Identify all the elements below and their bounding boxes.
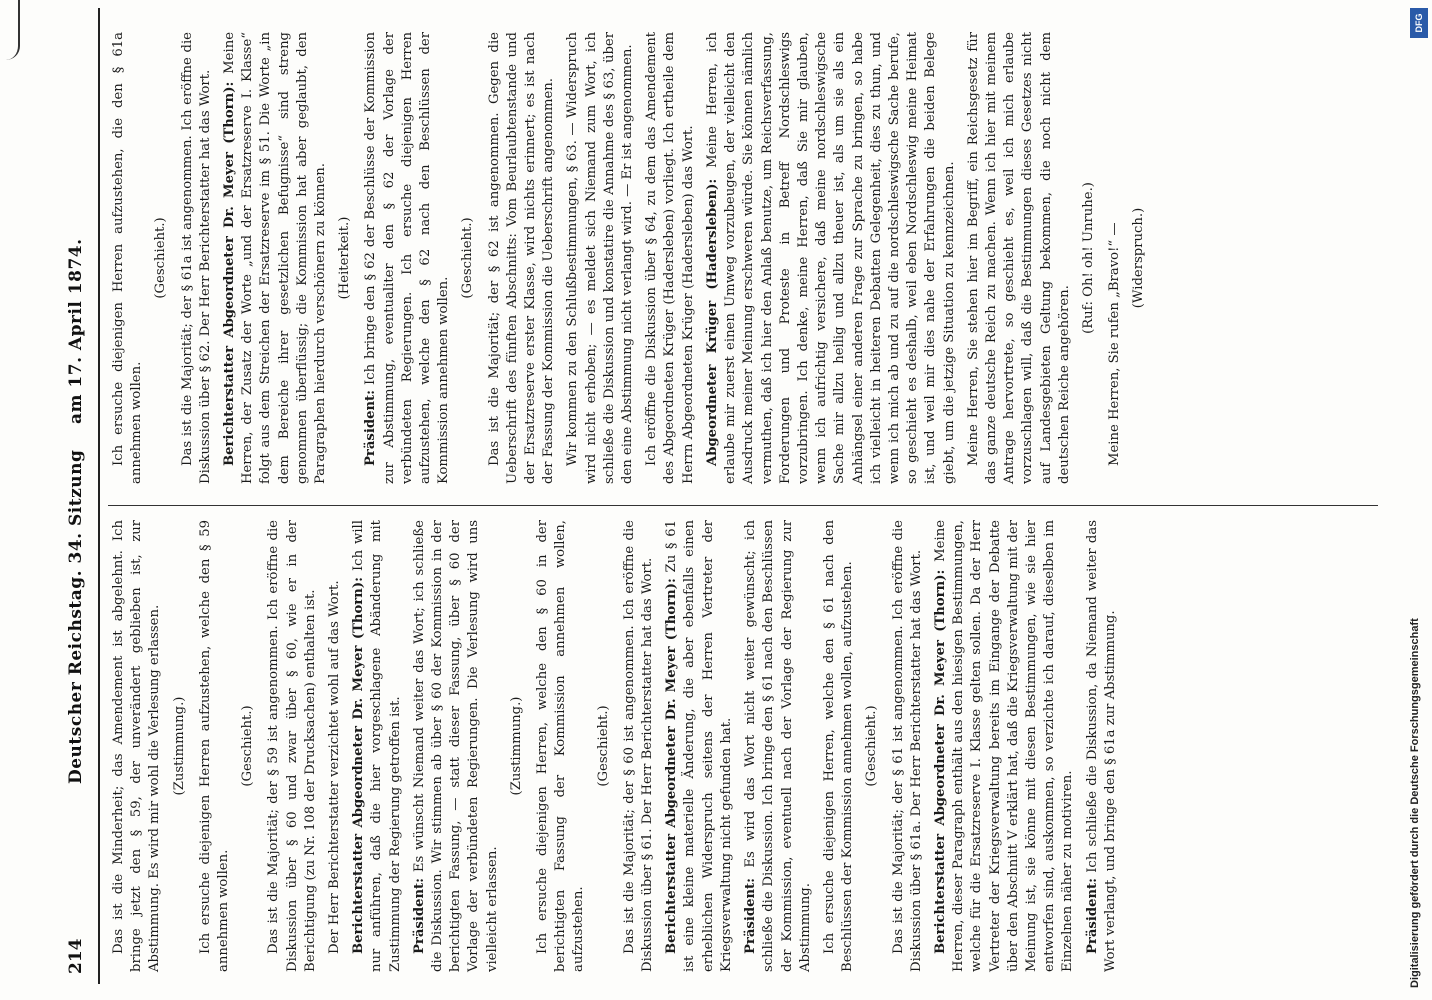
- stage-direction: [459, 32, 477, 484]
- header-rule: [98, 8, 100, 984]
- paragraph-text: (Geschieht.): [595, 705, 611, 787]
- paragraph-text: (Geschieht.): [864, 705, 880, 787]
- paragraph: [350, 520, 405, 972]
- paragraph: [110, 32, 146, 484]
- dfg-logo: [1410, 8, 1428, 38]
- dfg-logo-text: DFG: [1414, 13, 1424, 33]
- paragraph: [411, 520, 502, 972]
- paragraph: [704, 32, 959, 484]
- speaker-label: Berichterstatter Abgeordneter Dr. Meyer (Thorn):: [351, 577, 367, 954]
- paragraph: [197, 520, 233, 972]
- paragraph: [965, 32, 1074, 484]
- digitization-credit-text: Digitalisierung gefördert durch die Deutsche Forschungsgemeinschaft: [1409, 618, 1421, 988]
- speaker-label: Berichterstatter Abgeordneter Dr. Meyer (Thorn):: [932, 569, 948, 954]
- paragraph-text: Meine Herren, dieser Paragraph enthält aus den hiesigen Bestimmungen, welche für die Ersatzreserve I. Klasse gelten sollen. Da der Herr Vertreter der Kriegsverwaltung bereits im Eingange der Debatte über den Abschnitt V erklärt hat, daß die Kriegsverwaltung mit der Meinung ist, sie könne mit diesen Bestimmungen, wie sie hier entworfen sind, auskommen, so verzichte ich darauf, dieselben im Einzelnen näher zu motiviren.: [932, 520, 1076, 972]
- paragraph: [663, 520, 736, 972]
- paragraph-text: Der Herr Berichterstatter verzichtet wohl auf das Wort.: [327, 580, 343, 954]
- paragraph-text: Zu § 61 ist eine kleine materielle Änderung, die aber ebenfalls einen erheblichen Widerspruch seitens der Herren Vertreter der Kriegsverwaltung nicht gefunden hat.: [664, 520, 734, 972]
- page-number: 214: [66, 938, 86, 974]
- paragraph: [564, 32, 637, 484]
- paragraph-text: (Geschieht.): [153, 217, 169, 299]
- paragraph: [486, 32, 559, 484]
- stage-direction: [171, 520, 189, 972]
- paragraph-text: (Geschieht.): [460, 217, 476, 299]
- speaker-label: Berichterstatter Abgeordneter Dr. Meyer (Thorn):: [664, 578, 680, 954]
- paragraph-text: Das ist die Minderheit; das Amendement ist abgelehnt. Ich bringe jetzt den § 59, der unverändert geblieben ist, zur Abstimmung. Es wird mir wohl die Verlesung erlassen.: [111, 520, 163, 972]
- paragraph-text: Meine Herren, Sie stehen hier im Begriff, ein Reichsgesetz für das ganze deutsche Reich zu machen. Wenn ich hier mit meinem Antrage hervortrete, so geschieht es, weil ich mich erlaube vorzuschlagen will, daß die Bestimmungen dieses Gesetzes nicht auf Landesgebieten Geltung bekommen, die noch nicht dem deutschen Reiche angehören.: [965, 32, 1072, 484]
- paragraph: [179, 32, 215, 484]
- paragraph: [110, 520, 165, 972]
- binding-edge-mark: [0, 0, 20, 60]
- paragraph-text: (Zustimmung.): [508, 696, 524, 796]
- paragraph-text: (Ruf: Oh! oh! Unruhe.): [1080, 182, 1096, 334]
- stage-direction: [336, 32, 354, 484]
- paragraph-text: Das ist die Majorität; der § 60 ist angenommen. Ich eröffne die Diskussion über § 61. Der Herr Berichterstatter hat das Wort.: [621, 520, 656, 972]
- paragraph-text: Meine Herren, Sie rufen „Bravo!“ —: [1107, 222, 1123, 466]
- paragraph: [362, 32, 453, 484]
- stage-direction: [508, 520, 526, 972]
- speaker-label: Präsident:: [743, 877, 759, 954]
- speaker-label: Präsident:: [1084, 877, 1100, 954]
- paragraph-text: Ich eröffne die Diskussion über § 64, zu dem das Amendement des Abgeordneten Krüger (Hadersleben) vorliegt. Ich ertheile dem Herrn Abgeordneten Krüger (Hadersleben) das Wort.: [644, 32, 696, 484]
- paragraph: [221, 32, 330, 484]
- paragraph-text: (Widerspruch.): [1131, 207, 1147, 309]
- speaker-label: Abgeordneter Krüger (Hadersleben):: [704, 178, 720, 466]
- paragraph-text: Ich ersuche diejenigen Herren, welche den § 60 in der berichtigten Fassung der Kommission annehmen wollen, aufzustehen.: [535, 520, 587, 972]
- paragraph: [265, 520, 320, 972]
- paragraph: [326, 520, 344, 972]
- column-divider: [108, 505, 1378, 506]
- paragraph-text: (Geschieht.): [240, 705, 256, 787]
- paragraph-text: Das ist die Majorität; der § 59 ist angenommen. Ich eröffne die Diskussion über § 60 und zwar über § 60, wie er in der Berichtigung (zu Nr. 108 der Drucksachen) enthalten ist.: [266, 520, 318, 972]
- paragraph-text: Das ist die Majorität; der § 62 ist angenommen. Gegen die Ueberschrift des fünften Abschnitts: Vom Beurlaubtenstande und der Ersatzreserve erster Klasse, wird nichts erinnert; es ist nach der Fassung der Kommission die Ueberschrift angenommen.: [486, 32, 557, 484]
- paragraph: [932, 520, 1078, 972]
- paragraph-text: Wir kommen zu den Schlußbestimmungen, § 63. — Widerspruch wird nicht erhoben; — es meldet sich Niemand zum Wort, ich schließe die Diskussion und konstatire die Annahme des § 63, über den eine Abstimmung nicht verlangt wird. — Er ist angenommen.: [565, 32, 636, 484]
- stage-direction: [1130, 32, 1148, 484]
- paragraph-text: Ich schließe die Diskussion, da Niemand weiter das Wort verlangt, und bringe den § 61a zur Abstimmung.: [1084, 520, 1118, 972]
- stage-direction: [595, 520, 613, 972]
- stage-direction: [863, 520, 881, 972]
- header-title-right: am 17. April 1874.: [66, 238, 86, 424]
- paragraph: [890, 520, 926, 972]
- paragraph-text: Es wünscht Niemand weiter das Wort; ich schließe die Diskussion. Wir stimmen ab über § 60 der Kommission in der berichtigten Fassung, — statt dieser Fassung, über § 60 der Vorlage der verbündeten Regierungen. Die Verlesung wird uns vielleicht erlassen.: [411, 520, 500, 972]
- paragraph-text: Ich ersuche diejenigen Herren aufzustehen, die den § 61a annehmen wollen.: [111, 32, 145, 484]
- paragraph-text: Ich will nur anführen, daß die hier vorgeschlagene Abänderung mit Zustimmung der Regierung getroffen ist.: [351, 520, 403, 972]
- paragraph-text: (Zustimmung.): [171, 696, 187, 796]
- paragraph-text: Meine Herren, ich erlaube mir zuerst einen Umweg vorzubeugen, der vielleicht den Ausdruck meiner Meinung erschweren würde. Sie können nämlich vermuthen, daß ich hier den Anlaß benutze, um Reichsverfassung, Forderungen und Proteste in Betreff Nordschleswigs vorzubringen. Ich denke, meine Herren, daß Sie mir glauben, wenn ich aufrichtig versichere, daß meine nordschleswigsche Sache mir allzu heilig und allzu theuer ist, als um sie als ein Anhängsel einer anderen Frage zur Sprache zu bringen, so habe ich vielleicht in heiteren Debatten Gelegenheit, dies zu thun, und wenn ich mich ab und zu auf die nordschleswigsche Sache berufe, so geschieht es deshalb, weil eben Nordschleswig meine Heimat ist, und weil mir dies nahe der Erfahrungen die beiden Belege giebt, um die jetzige Situation zu kennzeichnen.: [704, 32, 957, 484]
- stage-direction: [152, 32, 170, 484]
- paragraph: [742, 520, 815, 972]
- digitization-credit: [1404, 8, 1426, 988]
- header-title-left: Deutscher Reichstag. 34. Sitzung: [66, 449, 86, 784]
- paragraph-text: (Heiterkeit.): [337, 216, 353, 300]
- paragraph-text: Das ist die Majorität; der § 61 ist angenommen. Ich eröffne die Diskussion über § 61a. Der Herr Berichterstatter hat das Wort.: [890, 520, 924, 972]
- stage-direction: [1080, 32, 1098, 484]
- paragraph: [1106, 32, 1124, 484]
- paragraph-text: Ich bringe den § 62 der Beschlüsse der Kommission zur Abstimmung, eventualiter den § 62 der Vorlage der verbündeten Regierungen. Ich ersuche diejenigen Herren aufzustehen, welche den § 62 nach den Beschlüssen der Kommission annehmen wollen.: [363, 32, 452, 484]
- paragraph-text: Es wird das Wort nicht weiter gewünscht; ich schließe die Diskussion. Ich bringe den § 61 nach den Beschlüssen der Kommission, eventuell nach der Vorlage der Regierung zur Abstimmung.: [743, 520, 813, 972]
- paragraph: [621, 520, 657, 972]
- paragraph: [534, 520, 589, 972]
- paragraph: [643, 32, 698, 484]
- page-header: [66, 8, 92, 984]
- paragraph: [1084, 520, 1120, 972]
- speaker-label: Präsident:: [411, 877, 427, 954]
- speaker-label: Berichterstatter Abgeordneter Dr. Meyer (Thorn):: [222, 81, 238, 466]
- paragraph-text: Meine Herren, der Zusatz der Worte „und der Ersatzreserve I. Klasse“ folgt aus dem Streichen der Ersatzreserve im § 51. Die Worte „in dem Bereiche ihrer gesetzlichen Befugnisse“ sind streng genommen überflüssig; die Kommission hat aber geglaubt, den Paragraphen hierdurch verschönern zu können.: [222, 32, 329, 484]
- left-column: [110, 520, 1126, 972]
- paragraph-text: Das ist die Majorität; der § 61a ist angenommen. Ich eröffne die Diskussion über § 62. Der Herr Berichterstatter hat das Wort.: [179, 32, 213, 484]
- stage-direction: [239, 520, 257, 972]
- rotated-page-content: [54, 8, 1384, 984]
- speaker-label: Präsident:: [363, 389, 379, 466]
- paragraph-text: Ich ersuche diejenigen Herren aufzustehen, welche den § 59 annehmen wollen.: [197, 520, 232, 972]
- right-column: [110, 32, 1157, 484]
- paragraph: [821, 520, 857, 972]
- paragraph-text: Ich ersuche diejenigen Herren, welche den § 61 nach den Beschlüssen der Kommission annehmen wollen, aufzustehen.: [821, 520, 856, 972]
